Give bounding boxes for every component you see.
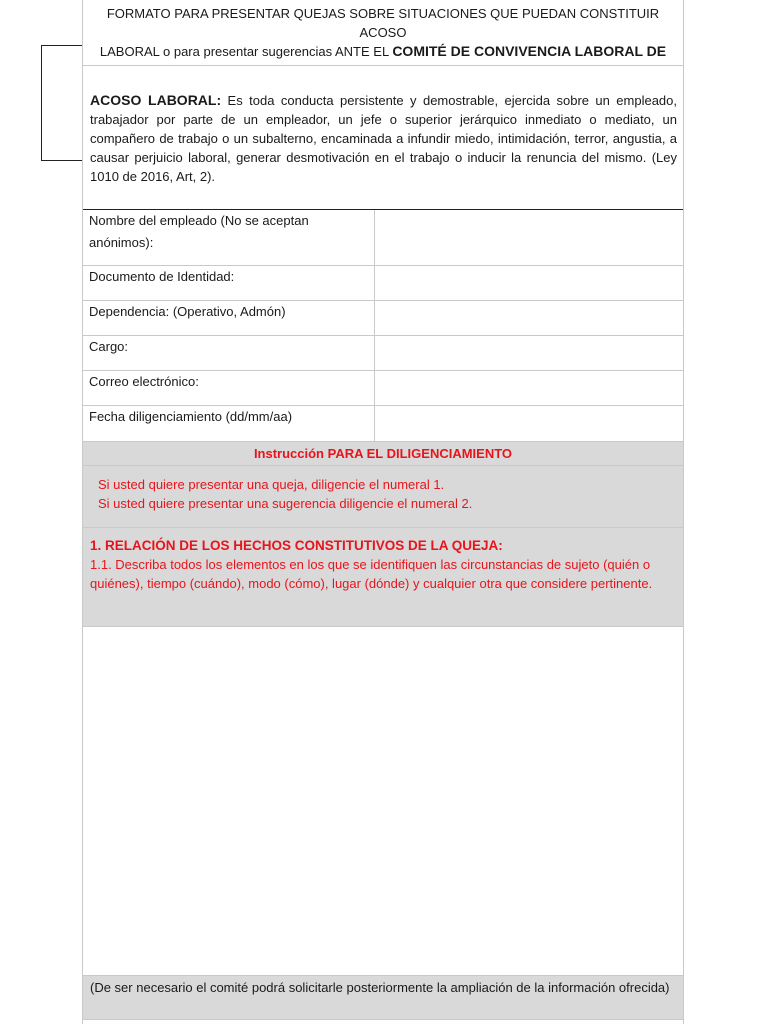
field-label-department: Dependencia: (Operativo, Admón) bbox=[83, 301, 375, 335]
margin-bracket-vertical bbox=[41, 45, 42, 160]
field-label-position: Cargo: bbox=[83, 336, 375, 370]
form-title-committee: COMITÉ DE CONVIVENCIA LABORAL DE bbox=[392, 43, 667, 59]
complaint-form-document bbox=[82, 0, 684, 1024]
form-title-block bbox=[83, 0, 683, 66]
field-row-email bbox=[83, 371, 683, 406]
definition-term: ACOSO LABORAL: bbox=[90, 92, 222, 108]
field-row-department bbox=[83, 301, 683, 336]
field-label-id-document: Documento de Identidad: bbox=[83, 266, 375, 300]
field-input-position[interactable] bbox=[375, 336, 683, 370]
field-input-id-document[interactable] bbox=[375, 266, 683, 300]
harassment-definition bbox=[83, 66, 683, 210]
field-input-employee-name[interactable] bbox=[375, 210, 683, 265]
field-label-date: Fecha diligenciamiento (dd/mm/aa) bbox=[83, 406, 375, 441]
field-input-email[interactable] bbox=[375, 371, 683, 405]
instruction-panel bbox=[83, 442, 683, 627]
instruction-line-suggestion: Si usted quiere presentar una sugerencia diligencie el numeral 2. bbox=[98, 496, 473, 511]
margin-bracket-bottom bbox=[41, 160, 82, 161]
field-row-employee-name bbox=[83, 210, 683, 266]
instruction-title: Instrucción PARA EL DILIGENCIAMIENTO bbox=[83, 442, 683, 466]
employee-info-table bbox=[83, 210, 683, 442]
section-1-block bbox=[83, 528, 683, 593]
field-label-email: Correo electrónico: bbox=[83, 371, 375, 405]
field-input-date[interactable] bbox=[375, 406, 683, 441]
field-input-department[interactable] bbox=[375, 301, 683, 335]
definition-text: Es toda conducta persistente y demostrable, ejercida sobre un empleado, trabajador por parte de un empleador, un jefe o superior jerárquico inmediato o mediato, un compañero de trabajo o un subalterno, encaminada a infundir miedo, intimidación, terror, angustia, a causar perjuicio laboral, generar desmotivación en el trabajo o inducir la renuncia del mismo. (Ley 1010 de 2016, Art, 2). bbox=[90, 93, 678, 184]
field-row-id-document bbox=[83, 266, 683, 301]
section-1-description: 1.1. Describa todos los elementos en los que se identifiquen las circunstancias de sujeto (quién o quiénes), tiempo (cuándo), modo (cómo), lugar (dónde) y cualquier otra que considere pertinente. bbox=[90, 557, 653, 591]
field-row-position bbox=[83, 336, 683, 371]
footer-note: (De ser necesario el comité podrá solicitarle posteriormente la ampliación de la información ofrecida) bbox=[83, 976, 683, 1020]
instruction-options bbox=[83, 466, 683, 528]
field-row-date bbox=[83, 406, 683, 442]
form-title-line2: LABORAL o para presentar sugerencias ANTE EL bbox=[99, 44, 393, 59]
section-1-heading: 1. RELACIÓN DE LOS HECHOS CONSTITUTIVOS DE LA QUEJA: bbox=[90, 538, 503, 553]
form-title-line1: FORMATO PARA PRESENTAR QUEJAS SOBRE SITUACIONES QUE PUEDAN CONSTITUIR ACOSO bbox=[106, 6, 660, 40]
field-label-employee-name: Nombre del empleado (No se aceptan anónimos): bbox=[83, 210, 375, 265]
instruction-line-complaint: Si usted quiere presentar una queja, diligencie el numeral 1. bbox=[98, 477, 445, 492]
facts-answer-area[interactable] bbox=[83, 627, 683, 976]
margin-bracket-top bbox=[41, 45, 82, 46]
